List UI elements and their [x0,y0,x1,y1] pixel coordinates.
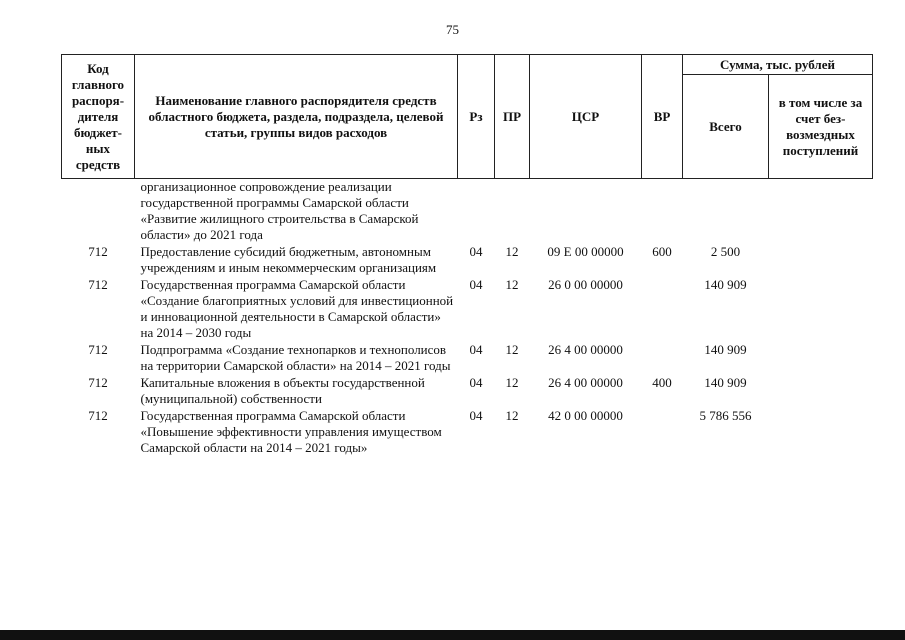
cell-vr [642,407,683,456]
cell-csr: 09 Е 00 00000 [547,244,624,259]
cell-code: 712 [88,244,108,259]
table-row [62,276,873,341]
cell-incl [769,407,873,456]
continuation-row [62,179,873,244]
cell-rz: 04 [469,408,483,423]
cell-csr: 42 0 00 00000 [548,408,623,423]
table-row [62,243,873,276]
cell-name: Подпрограмма «Создание технопарков и технополисов на территории Самарской области» на 2014 – 2021 годы [140,342,451,373]
cell-pr: 12 [505,375,519,390]
scan-edge-bar [0,630,905,640]
cell-name: Государственная программа Самарской области «Повышение эффективности управления имуществом Самарской области на 2014 – 2021 годы» [140,408,442,455]
cell-name: Капитальные вложения в объекты государственной (муниципальной) собственности [140,375,425,406]
table-row [62,407,873,456]
header-incl: в том числе за счет без-возмездных поступлений [769,75,873,179]
cell-total: 140 909 [704,375,747,390]
cell-vr: 600 [652,244,672,259]
header-sum: Сумма, тыс. рублей [683,55,873,75]
cell-csr: 26 4 00 00000 [548,342,623,357]
cell-total: 140 909 [704,277,747,292]
cell-total: 5 786 556 [699,408,752,423]
cell-code: 712 [88,375,108,390]
table-row [62,341,873,374]
cell-csr: 26 4 00 00000 [548,375,623,390]
cell-name: Предоставление субсидий бюджетным, автономным учреждениям и иным некоммерческим организациям [140,244,437,275]
cell-pr: 12 [505,244,519,259]
cell-rz: 04 [469,375,483,390]
cell-incl [769,374,873,407]
header-vr: ВР [642,55,683,179]
cell-vr [642,341,683,374]
cell-pr: 12 [505,408,519,423]
cell-incl [769,276,873,341]
cell-name: Государственная программа Самарской области «Создание благоприятных условий для инвестиционной и инновационной деятельности в Самарской области» на 2014 – 2030 годы [140,277,454,340]
cell-total: 140 909 [704,342,747,357]
continuation-text: организационное сопровождение реализации государственной программы Самарской области «Развитие жилищного строительства в Самарской области» до 2021 года [140,179,419,242]
cell-vr: 400 [652,375,672,390]
cell-csr: 26 0 00 00000 [548,277,623,292]
cell-pr: 12 [505,277,519,292]
cell-code: 712 [88,277,108,292]
header-rz: Рз [458,55,495,179]
cell-rz: 04 [469,342,483,357]
cell-rz: 04 [469,244,483,259]
table-row [62,374,873,407]
cell-total: 2 500 [710,244,741,259]
header-total: Всего [683,75,769,179]
cell-vr [642,276,683,341]
table-header [62,55,873,179]
page-number: 75 [446,22,459,37]
cell-code: 712 [88,342,108,357]
cell-rz: 04 [469,277,483,292]
cell-incl [769,243,873,276]
budget-table [61,54,873,456]
cell-incl [769,341,873,374]
header-csr: ЦСР [530,55,642,179]
header-name: Наименование главного распорядителя средств областного бюджета, раздела, подраздела, целевой статьи, группы видов расходов [135,55,458,179]
cell-code: 712 [88,408,108,423]
cell-pr: 12 [505,342,519,357]
header-code: Код главного распоря-дителя бюджет-ных средств [62,55,135,179]
header-pr: ПР [495,55,530,179]
